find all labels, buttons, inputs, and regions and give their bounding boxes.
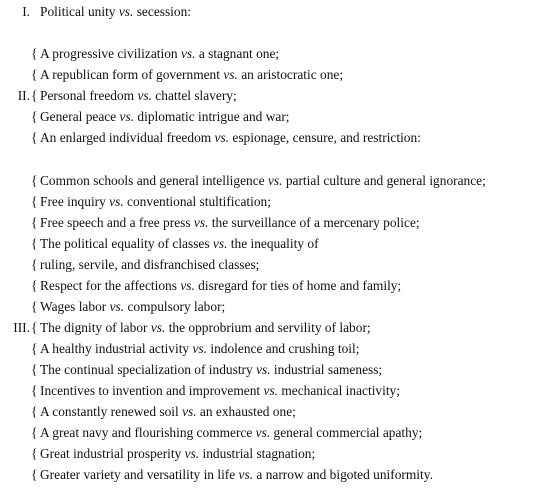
contrast-item [31,275,401,296]
item-text: Respect for the affections [40,278,181,293]
brace-mark: { [31,425,38,440]
item-text: an aristocratic one; [237,67,344,82]
item-text: espionage, censure, and restriction: [229,130,421,145]
versus-label: vs. [267,173,283,188]
item-text: A progressive civilization [40,46,181,61]
item-text: A great navy and flourishing commerce [40,425,256,440]
brace-mark: { [31,236,38,251]
item-text: ruling, servile, and disfranchised classes; [40,257,260,272]
item-text: a narrow and bigoted uniformity. [253,467,433,482]
versus-label: vs. [180,278,195,293]
item-text: Free speech and a free press [40,215,194,230]
contrast-item [31,338,359,359]
brace-mark: { [31,173,38,188]
item-text: indolence and crushing toil; [207,341,360,356]
item-text: conventional stultification; [123,194,271,209]
brace-mark: { [31,341,38,356]
item-text: industrial stagnation; [199,446,316,461]
item-text: A healthy industrial activity [40,341,193,356]
brace-mark: { [31,109,38,124]
item-text: The continual specialization of industry [40,362,257,377]
item-text: Greater variety and versatility in life [40,467,239,482]
item-text: Personal freedom [40,88,138,103]
item-text: Free inquiry [40,194,110,209]
brace-mark: { [31,215,38,230]
item-text: Great industrial prosperity [40,446,185,461]
brace-mark: { [31,362,38,377]
contrast-item [31,380,400,401]
section-heading [40,1,191,22]
brace-mark: { [31,446,38,461]
contrast-item [31,127,421,148]
item-text: the surveillance of a mercenary police; [208,215,420,230]
versus-label: vs. [192,341,207,356]
contrast-item [31,422,422,443]
brace-mark: { [31,130,38,145]
section-numeral: I. [22,4,30,19]
versus-label: vs. [109,194,124,209]
contrast-item [31,191,271,212]
contrast-item [31,317,371,338]
contrast-item [31,106,290,127]
versus-label: vs. [255,425,271,440]
brace-mark: { [31,467,38,482]
versus-label: vs. [150,320,166,335]
versus-label: vs. [184,446,200,461]
versus-label: vs. [263,383,279,398]
item-text: A republican form of government [40,67,224,82]
item-text: an exhausted one; [196,404,296,419]
contrast-item [31,443,315,464]
contrast-item [31,43,279,64]
versus-label: vs. [193,215,209,230]
section-numeral: III. [13,320,30,335]
section-numeral: II. [17,88,30,103]
item-text: Incentives to invention and improvement [40,383,264,398]
versus-label: vs. [118,4,134,19]
brace-mark: { [31,383,38,398]
contrast-item [31,401,296,422]
item-text: industrial sameness; [270,362,383,377]
contrast-item [31,464,433,485]
versus-label: vs. [109,299,125,314]
item-text: The dignity of labor [40,320,151,335]
item-text: Common schools and general intelligence [40,173,268,188]
contrast-item [31,254,259,275]
contrast-item [31,296,225,317]
brace-mark: { [31,404,38,419]
item-text: the opprobrium and servility of labor; [165,320,371,335]
item-text: disregard for ties of home and family; [194,278,402,293]
versus-label: vs. [256,362,271,377]
versus-label: vs. [212,236,228,251]
item-text: General peace [40,109,120,124]
item-text: general commercial apathy; [270,425,423,440]
item-text: chattel slavery; [151,88,237,103]
versus-label: vs. [180,46,196,61]
contrast-item [31,212,420,233]
item-text: mechanical inactivity; [278,383,400,398]
brace-mark: { [31,88,38,103]
versus-label: vs. [119,109,135,124]
item-text: An enlarged individual freedom [40,130,215,145]
item-text: partial culture and general ignorance; [282,173,486,188]
versus-label: vs. [238,467,254,482]
item-text: compulsory labor; [124,299,226,314]
item-text: secession: [133,4,192,19]
brace-mark: { [31,320,38,335]
brace-mark: { [31,278,38,293]
brace-mark: { [31,257,38,272]
item-text: Political unity [40,4,119,19]
brace-mark: { [31,194,38,209]
versus-label: vs. [223,67,238,82]
brace-mark: { [31,299,38,314]
brace-mark: { [31,46,38,61]
contrast-item [31,64,343,85]
versus-label: vs. [137,88,152,103]
item-text: diplomatic intrigue and war; [134,109,290,124]
item-text: The political equality of classes [40,236,213,251]
versus-label: vs. [182,404,197,419]
item-text: A constantly renewed soil [40,404,183,419]
brace-mark: { [31,67,38,82]
item-text: Wages labor [40,299,110,314]
contrast-item [31,85,237,106]
contrast-item [31,170,486,191]
contrast-item [31,233,319,254]
contrast-item [31,359,382,380]
item-text: a stagnant one; [195,46,280,61]
item-text: the inequality of [227,236,319,251]
versus-label: vs. [214,130,230,145]
